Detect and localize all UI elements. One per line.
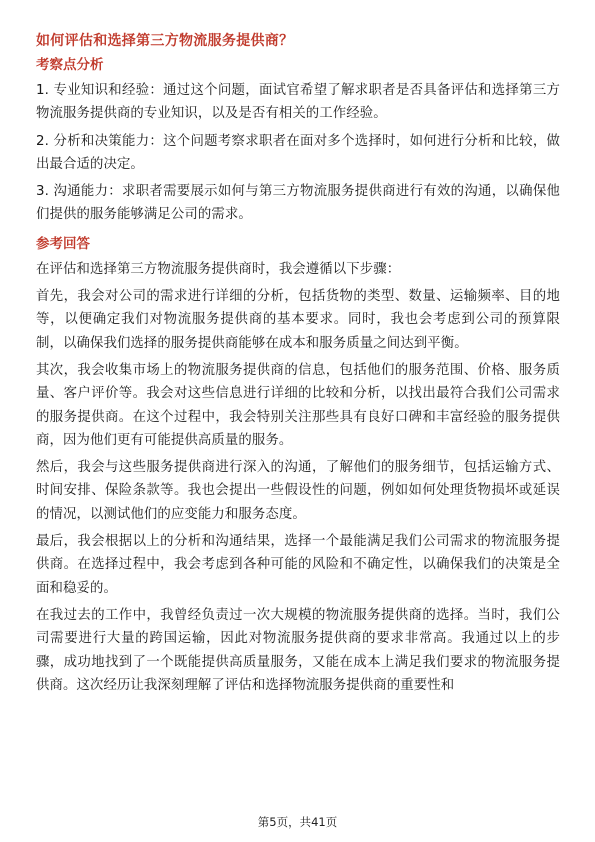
document-page xyxy=(36,30,560,701)
analysis-item: 1. 专业知识和经验：通过这个问题，面试官希望了解求职者是否具备评估和选择第三方物流服务提供商的专业知识，以及是否有相关的工作经验。 xyxy=(36,83,560,122)
page-number: 第5页，共41页 xyxy=(257,815,338,829)
analysis-heading: 考察点分析 xyxy=(36,57,104,73)
answer-paragraph: 然后，我会与这些服务提供商进行深入的沟通，了解他们的服务细节，包括运输方式、时间安排、保险条款等。我也会提出一些假设性的问题，例如如何处理货物损坏或延误的情况，以测试他们的应变能力和服务态度。 xyxy=(36,460,560,522)
answer-paragraph: 最后，我会根据以上的分析和沟通结果，选择一个最能满足我们公司需求的物流服务提供商。在选择过程中，我会考虑到各种可能的风险和不确定性，以确保我们的决策是全面和稳妥的。 xyxy=(36,534,560,596)
analysis-item: 2. 分析和决策能力：这个问题考察求职者在面对多个选择时，如何进行分析和比较，做出最合适的决定。 xyxy=(36,133,560,172)
answer-heading: 参考回答 xyxy=(36,235,90,252)
answer-paragraph: 其次，我会收集市场上的物流服务提供商的信息，包括他们的服务范围、价格、服务质量、客户评价等。我会对这些信息进行详细的比较和分析，以找出最符合我们公司需求的服务提供商。在这个过程中，我会特别关注那些具有良好口碑和丰富经验的服务提供商，因为他们更有可能提供高质量的服务。 xyxy=(36,362,560,448)
analysis-item: 3. 沟通能力：求职者需要展示如何与第三方物流服务提供商进行有效的沟通，以确保他们提供的服务能够满足公司的需求。 xyxy=(36,184,560,223)
question-title: 如何评估和选择第三方物流服务提供商？ xyxy=(36,33,294,49)
answer-paragraph: 首先，我会对公司的需求进行详细的分析，包括货物的类型、数量、运输频率、目的地等，以便确定我们对物流服务提供商的基本要求。同时，我也会考虑到公司的预算限制，以确保我们选择的服务提供商能够在成本和服务质量之间达到平衡。 xyxy=(36,289,560,351)
answer-paragraph: 在评估和选择第三方物流服务提供商时，我会遵循以下步骤： xyxy=(36,261,401,277)
answer-paragraph: 在我过去的工作中，我曾经负责过一次大规模的物流服务提供商的选择。当时，我们公司需要进行大量的跨国运输，因此对物流服务提供商的要求非常高。我通过以上的步骤，成功地找到了一个既能提供高质量服务，又能在成本上满足我们要求的物流服务提供商。这次经历让我深刻理解了评估和选择物流服务提供商的重要性和 xyxy=(36,607,560,693)
